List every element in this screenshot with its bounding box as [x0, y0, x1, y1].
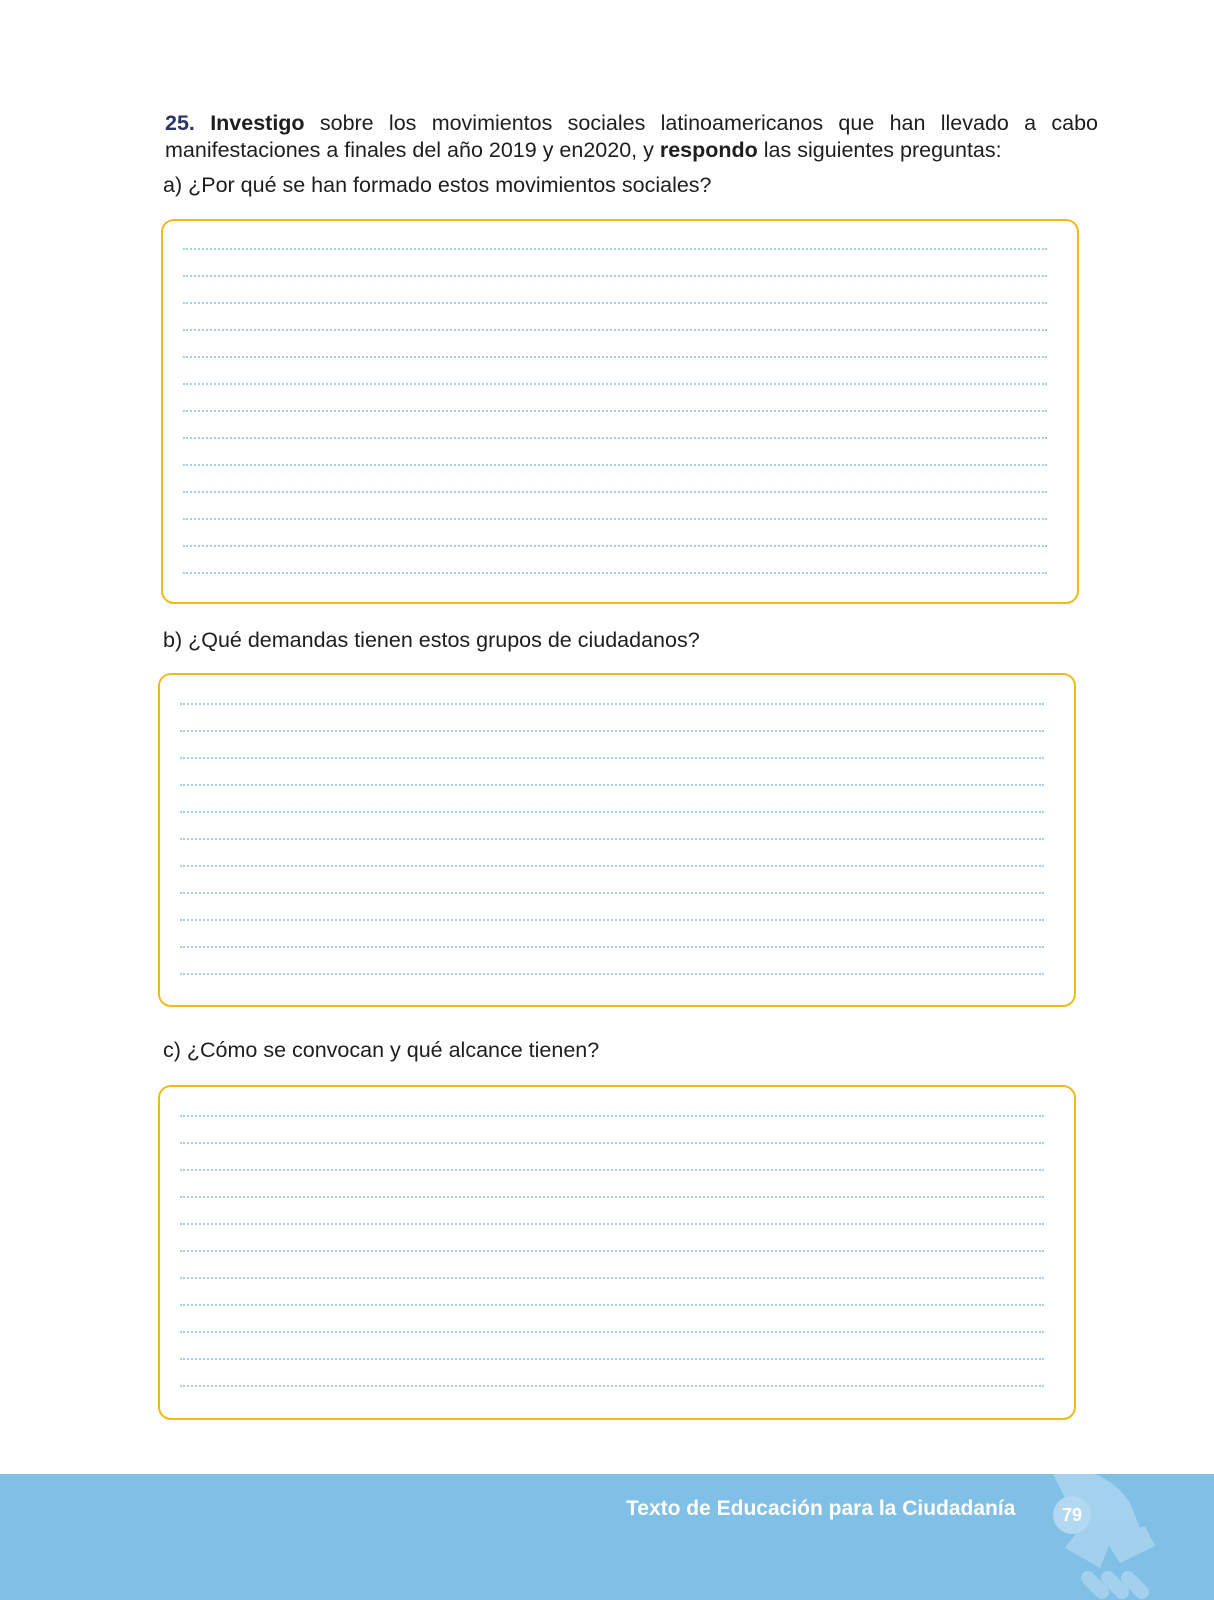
activity-verb-investigo: Investigo: [210, 111, 305, 135]
answer-line: [180, 703, 1044, 705]
activity-number: 25.: [165, 111, 195, 135]
answer-line: [180, 1169, 1044, 1171]
answer-box-c[interactable]: [158, 1085, 1076, 1420]
rocket-icon: [1020, 1474, 1190, 1600]
answer-line: [180, 1277, 1044, 1279]
answer-line: [183, 491, 1047, 493]
question-b: b) ¿Qué demandas tienen estos grupos de ciudadanos?: [163, 628, 700, 652]
answer-line: [180, 1196, 1044, 1198]
answer-line: [183, 464, 1047, 466]
answer-line: [180, 973, 1044, 975]
answer-line: [183, 248, 1047, 250]
question-c: c) ¿Cómo se convocan y qué alcance tienen?: [163, 1038, 600, 1062]
page-number: 79: [1053, 1496, 1091, 1534]
answer-line: [180, 838, 1044, 840]
answer-line: [180, 892, 1044, 894]
answer-line: [180, 946, 1044, 948]
page-footer: [0, 1474, 1214, 1600]
answer-line: [183, 545, 1047, 547]
answer-box-a[interactable]: [161, 219, 1079, 604]
answer-line: [183, 275, 1047, 277]
answer-line: [180, 757, 1044, 759]
answer-line: [180, 1142, 1044, 1144]
answer-line: [180, 1358, 1044, 1360]
answer-line: [180, 1331, 1044, 1333]
question-a: a) ¿Por qué se han formado estos movimientos sociales?: [163, 173, 712, 197]
answer-line: [180, 1304, 1044, 1306]
book-title: Texto de Educación para la Ciudadanía: [626, 1497, 1016, 1520]
activity-verb-respondo: respondo: [659, 138, 758, 162]
answer-line: [180, 1223, 1044, 1225]
answer-line: [180, 784, 1044, 786]
activity-instructions: [165, 110, 1098, 164]
answer-line: [183, 356, 1047, 358]
answer-line: [183, 383, 1047, 385]
activity-text-2: las siguientes preguntas:: [757, 138, 1002, 162]
answer-line: [183, 329, 1047, 331]
answer-line: [183, 572, 1047, 574]
activity-text-1: sobre los movimientos sociales latinoamericanos que han llevado a cabo manifestaciones a finales del año 2019 y en2020, y: [165, 111, 1098, 162]
answer-line: [183, 410, 1047, 412]
answer-line: [180, 865, 1044, 867]
answer-line: [183, 437, 1047, 439]
answer-line: [183, 518, 1047, 520]
answer-line: [183, 302, 1047, 304]
answer-box-b[interactable]: [158, 673, 1076, 1007]
answer-line: [180, 730, 1044, 732]
answer-line: [180, 919, 1044, 921]
answer-line: [180, 1115, 1044, 1117]
answer-line: [180, 811, 1044, 813]
answer-line: [180, 1385, 1044, 1387]
answer-line: [180, 1250, 1044, 1252]
